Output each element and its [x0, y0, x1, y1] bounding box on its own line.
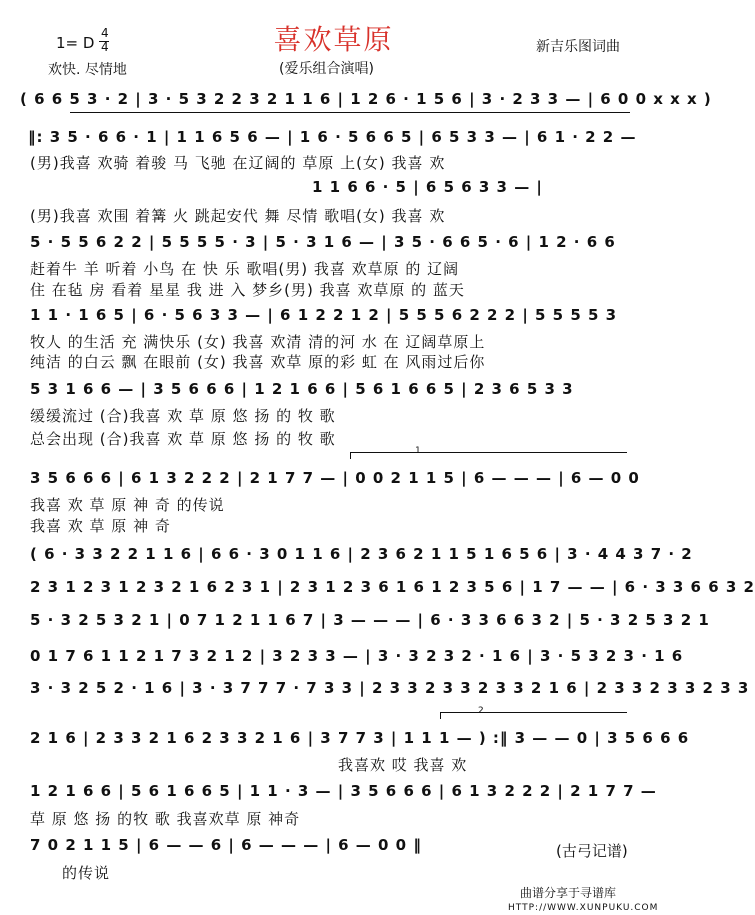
volta-number-2: 2 — [478, 706, 484, 716]
volta-number-1: 1 — [415, 446, 421, 456]
ending-lyric-1: 我喜欢 哎 我喜 欢 — [338, 756, 468, 774]
performer: (爱乐组合演唱) — [279, 61, 374, 77]
verse-lyric-6: 纯洁 的白云 飘 在眼前 (女) 我喜 欢草 原的彩 虹 在 风雨过后你 — [30, 353, 486, 371]
key-signature: 1= D — [56, 34, 95, 52]
footer-share: 曲谱分享于寻谱库 — [520, 886, 617, 900]
ending-notes-3: 7 0 2 1 1 5 | 6 — — 6 | 6 — — — | 6 — 0 0 ‖ — [30, 836, 422, 854]
verse-notes-3: 1 1 · 1 6 5 | 6 · 5 6 3 3 — | 6 1 2 2 1 2 | 5 5 5 6 2 2 2 | 5 5 5 5 3 — [30, 306, 618, 324]
volta-bracket-1 — [350, 452, 627, 459]
chorus-lyric-3: 我喜 欢 草 原 神 奇 的传说 — [30, 496, 225, 514]
tempo-marking: 欢快. 尽情地 — [48, 62, 127, 78]
chorus-lyric-4: 我喜 欢 草 原 神 奇 — [30, 517, 171, 535]
ending-lyric-2: 草 原 悠 扬 的牧 歌 我喜欢草 原 神奇 — [30, 810, 301, 828]
song-title: 喜欢草原 — [273, 23, 394, 56]
intro-notes: ( 6 6 5 3 · 2 | 3 · 5 3 2 2 3 2 1 1 6 | 1 2 6 · 1 5 6 | 3 · 2 3 3 — | 6 0 0 x x x ) — [20, 90, 712, 108]
chorus-notes-1: 5 3 1 6 6 — | 3 5 6 6 6 | 1 2 1 6 6 | 5 6 1 6 6 5 | 2 3 6 5 3 3 — [30, 380, 574, 398]
interlude-notes-3: 5 · 3 2 5 3 2 1 | 0 7 1 2 1 1 6 7 | 3 — — — | 6 · 3 3 6 6 3 2 | 5 · 3 2 5 3 2 1 — [30, 611, 710, 629]
volta-bracket-2 — [440, 712, 627, 719]
ending-notes-1: 2 1 6 | 2 3 3 2 1 6 2 3 3 2 1 6 | 3 7 7 3 | 1 1 1 — ) :‖ 3 — — 0 | 3 5 6 6 6 — [30, 729, 690, 747]
intro-underline — [70, 112, 630, 113]
verse-upper-notes: 1 1 6 6 · 5 | 6 5 6 3 3 — | — [312, 178, 543, 196]
verse-lyric-3: 赶着牛 羊 听着 小鸟 在 快 乐 歌唱(男) 我喜 欢草原 的 辽阔 — [30, 260, 460, 278]
chorus-lyric-2: 总会出现 (合)我喜 欢 草 原 悠 扬 的 牧 歌 — [30, 430, 336, 448]
verse-notes-2: 5 · 5 5 6 2 2 | 5 5 5 5 · 3 | 5 · 3 1 6 — | 3 5 · 6 6 5 · 6 | 1 2 · 6 6 — [30, 233, 616, 251]
ending-notes-2: 1 2 1 6 6 | 5 6 1 6 6 5 | 1 1 · 3 — | 3 5 6 6 6 | 6 1 3 2 2 2 | 2 1 7 7 — — [30, 782, 657, 800]
verse-lyric-4: 住 在毡 房 看着 星星 我 进 入 梦乡(男) 我喜 欢草原 的 蓝天 — [30, 281, 465, 299]
interlude-notes-5: 3 · 3 2 5 2 · 1 6 | 3 · 3 7 7 7 · 7 3 3 | 2 3 3 2 3 3 2 3 3 2 1 6 | 2 3 3 2 3 3 2 3 3 — [30, 679, 750, 697]
chorus-lyric-1: 缓缓流过 (合)我喜 欢 草 原 悠 扬 的 牧 歌 — [30, 407, 336, 425]
composer-credit: 新吉乐图词曲 — [536, 39, 620, 55]
chorus-notes-2: 3 5 6 6 6 | 6 1 3 2 2 2 | 2 1 7 7 — | 0 0 2 1 1 5 | 6 — — — | 6 — 0 0 — [30, 469, 640, 487]
verse-lyric-2: (男)我喜 欢围 着篝 火 跳起安代 舞 尽情 歌唱(女) 我喜 欢 — [30, 207, 446, 225]
interlude-notes-4: 0 1 7 6 1 1 2 1 7 3 2 1 2 | 3 2 3 3 — | 3 · 3 2 3 2 · 1 6 | 3 · 5 3 2 3 · 1 6 — [30, 647, 684, 665]
time-signature-top: 4 — [101, 26, 109, 40]
ending-lyric-3: 的传说 — [62, 864, 111, 882]
interlude-notes-1: ( 6 · 3 3 2 2 1 1 6 | 6 6 · 3 0 1 1 6 | 2 3 6 2 1 1 5 1 6 5 6 | 3 · 4 4 3 7 · 2 — [30, 545, 693, 563]
time-signature-bottom: 4 — [101, 40, 109, 54]
transcriber-credit: (古弓记谱) — [556, 842, 628, 860]
footer-url: HTTP://WWW.XUNPUKU.COM — [508, 903, 659, 913]
verse-lyric-5: 牧人 的生活 充 满快乐 (女) 我喜 欢清 清的河 水 在 辽阔草原上 — [30, 333, 486, 351]
verse-notes-1: ‖: 3 5 · 6 6 · 1 | 1 1 6 5 6 — | 1 6 · 5 6 6 5 | 6 5 3 3 — | 6 1 · 2 2 — — [28, 128, 637, 146]
verse-lyric-1: (男)我喜 欢骑 着骏 马 飞驰 在辽阔的 草原 上(女) 我喜 欢 — [30, 154, 446, 172]
interlude-notes-2: 2 3 1 2 3 1 2 3 2 1 6 2 3 1 | 2 3 1 2 3 6 1 6 1 2 3 5 6 | 1 7 — — | 6 · 3 3 6 6 3 2 — [30, 578, 755, 596]
